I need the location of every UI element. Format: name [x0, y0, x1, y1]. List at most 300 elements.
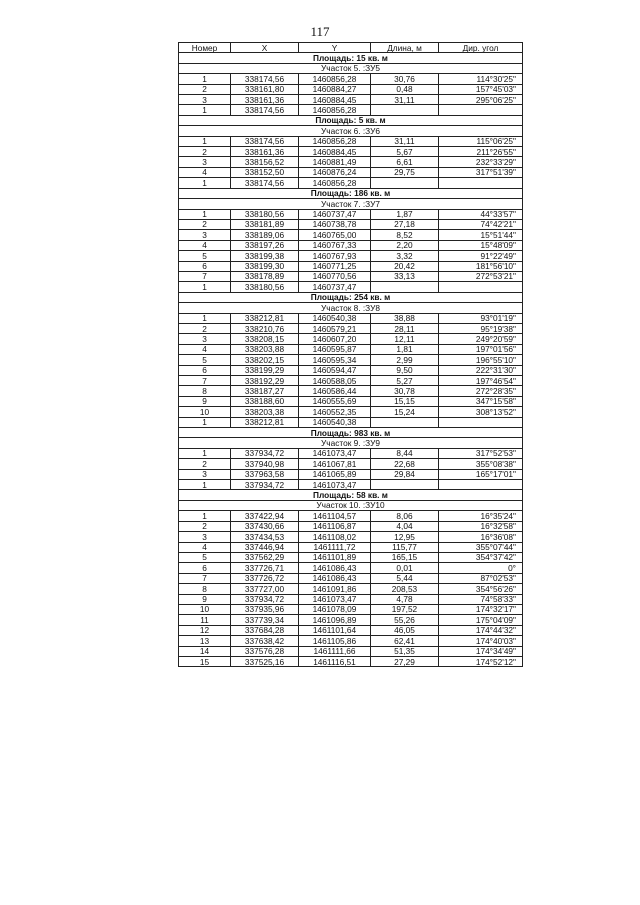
x-coord-cell: 338188,60	[231, 396, 299, 406]
y-coord-cell: 1460607,20	[299, 334, 371, 344]
y-coord-cell: 1460884,27	[299, 84, 371, 94]
x-coord-cell: 338208,15	[231, 334, 299, 344]
table-row	[179, 355, 523, 365]
point-number-cell: 3	[179, 95, 231, 105]
bearing-cell: 355°08'38"	[439, 459, 523, 469]
length-cell: 1,81	[371, 344, 439, 354]
length-cell: 55,26	[371, 615, 439, 625]
point-number-cell: 1	[179, 448, 231, 458]
y-coord-cell: 1461086,43	[299, 563, 371, 573]
length-cell: 38,88	[371, 313, 439, 323]
y-coord-cell: 1461073,47	[299, 594, 371, 604]
bearing-cell: 16°35'24"	[439, 511, 523, 521]
x-coord-cell: 337446,94	[231, 542, 299, 552]
bearing-cell: 16°36'08"	[439, 532, 523, 542]
bearing-cell: 196°55'10"	[439, 355, 523, 365]
point-number-cell: 7	[179, 271, 231, 281]
y-coord-cell: 1460884,45	[299, 95, 371, 105]
point-number-cell: 10	[179, 604, 231, 614]
y-coord-cell: 1461105,86	[299, 636, 371, 646]
table-row	[179, 261, 523, 271]
x-coord-cell: 337739,34	[231, 615, 299, 625]
bearing-cell: 95°19'38"	[439, 323, 523, 333]
table-row	[179, 646, 523, 656]
point-number-cell: 1	[179, 74, 231, 84]
x-coord-cell: 337963,58	[231, 469, 299, 479]
area-row	[179, 428, 523, 438]
table-row	[179, 656, 523, 666]
y-coord-cell: 1460555,69	[299, 396, 371, 406]
length-cell: 1,87	[371, 209, 439, 219]
length-cell: 2,20	[371, 240, 439, 250]
length-cell: 4,78	[371, 594, 439, 604]
point-number-cell: 2	[179, 84, 231, 94]
length-cell: 15,24	[371, 407, 439, 417]
point-number-cell: 9	[179, 396, 231, 406]
x-coord-cell: 338212,81	[231, 417, 299, 427]
point-number-cell: 11	[179, 615, 231, 625]
table-body	[179, 43, 523, 667]
page-number: 117	[310, 24, 330, 39]
x-coord-cell: 337935,96	[231, 604, 299, 614]
parcel-row	[179, 63, 523, 73]
table-row	[179, 604, 523, 614]
y-coord-cell: 1461078,09	[299, 604, 371, 614]
length-cell: 5,27	[371, 376, 439, 386]
length-cell: 5,44	[371, 573, 439, 583]
coordinates-table	[178, 42, 523, 667]
y-coord-cell: 1460856,28	[299, 136, 371, 146]
parcel-label: Участок 10. :ЗУ10	[179, 500, 523, 510]
length-cell: 9,50	[371, 365, 439, 375]
x-coord-cell: 338197,26	[231, 240, 299, 250]
length-cell: 0,01	[371, 563, 439, 573]
bearing-cell: 93°01'19"	[439, 313, 523, 323]
table-row	[179, 615, 523, 625]
y-coord-cell: 1461065,89	[299, 469, 371, 479]
point-number-cell: 2	[179, 219, 231, 229]
bearing-cell: 197°01'56"	[439, 344, 523, 354]
length-cell: 22,68	[371, 459, 439, 469]
y-coord-cell: 1461101,64	[299, 625, 371, 635]
bearing-cell: 211°26'55"	[439, 147, 523, 157]
point-number-cell: 15	[179, 656, 231, 666]
length-cell: 8,52	[371, 230, 439, 240]
x-coord-cell: 338212,81	[231, 313, 299, 323]
point-number-cell: 3	[179, 230, 231, 240]
x-coord-cell: 337726,72	[231, 573, 299, 583]
bearing-cell: 44°33'57"	[439, 209, 523, 219]
bearing-cell: 87°02'53"	[439, 573, 523, 583]
x-coord-cell: 338202,15	[231, 355, 299, 365]
y-coord-cell: 1461111,72	[299, 542, 371, 552]
header-x: X	[231, 43, 299, 53]
bearing-cell: 354°37'42"	[439, 552, 523, 562]
x-coord-cell: 338156,52	[231, 157, 299, 167]
y-coord-cell: 1461067,81	[299, 459, 371, 469]
table-row	[179, 573, 523, 583]
point-number-cell: 12	[179, 625, 231, 635]
table-row	[179, 521, 523, 531]
x-coord-cell: 337430,66	[231, 521, 299, 531]
point-number-cell: 10	[179, 407, 231, 417]
parcel-label: Участок 9. :ЗУ9	[179, 438, 523, 448]
point-number-cell: 8	[179, 386, 231, 396]
parcel-label: Участок 6. :ЗУ6	[179, 126, 523, 136]
table-row	[179, 396, 523, 406]
bearing-cell: 114°30'25"	[439, 74, 523, 84]
table-row	[179, 157, 523, 167]
bearing-cell: 91°22'49"	[439, 251, 523, 261]
point-number-cell: 1	[179, 282, 231, 292]
point-number-cell: 3	[179, 469, 231, 479]
bearing-cell: 317°52'53"	[439, 448, 523, 458]
length-cell	[371, 417, 439, 427]
y-coord-cell: 1460770,56	[299, 271, 371, 281]
y-coord-cell: 1460738,78	[299, 219, 371, 229]
area-label: Площадь: 983 кв. м	[179, 428, 523, 438]
x-coord-cell: 338161,80	[231, 84, 299, 94]
point-number-cell: 1	[179, 136, 231, 146]
y-coord-cell: 1460540,38	[299, 417, 371, 427]
table-row	[179, 407, 523, 417]
table-row	[179, 511, 523, 521]
point-number-cell: 3	[179, 532, 231, 542]
x-coord-cell: 337940,98	[231, 459, 299, 469]
parcel-label: Участок 7. :ЗУ7	[179, 199, 523, 209]
y-coord-cell: 1460588,05	[299, 376, 371, 386]
point-number-cell: 5	[179, 552, 231, 562]
point-number-cell: 5	[179, 355, 231, 365]
point-number-cell: 1	[179, 178, 231, 188]
y-coord-cell: 1460737,47	[299, 209, 371, 219]
y-coord-cell: 1460586,44	[299, 386, 371, 396]
bearing-cell: 74°58'33"	[439, 594, 523, 604]
bearing-cell: 317°51'39"	[439, 167, 523, 177]
table-row	[179, 542, 523, 552]
x-coord-cell: 338187,27	[231, 386, 299, 396]
x-coord-cell: 338174,56	[231, 74, 299, 84]
x-coord-cell: 338181,89	[231, 219, 299, 229]
point-number-cell: 6	[179, 365, 231, 375]
y-coord-cell: 1460765,00	[299, 230, 371, 240]
table-row	[179, 552, 523, 562]
length-cell: 8,06	[371, 511, 439, 521]
table-row	[179, 365, 523, 375]
table-row	[179, 282, 523, 292]
y-coord-cell: 1460595,87	[299, 344, 371, 354]
parcel-row	[179, 438, 523, 448]
y-coord-cell: 1460856,28	[299, 74, 371, 84]
length-cell: 46,05	[371, 625, 439, 635]
x-coord-cell: 338161,36	[231, 95, 299, 105]
y-coord-cell: 1461104,57	[299, 511, 371, 521]
table-row	[179, 563, 523, 573]
length-cell: 165,15	[371, 552, 439, 562]
y-coord-cell: 1460737,47	[299, 282, 371, 292]
table-row	[179, 584, 523, 594]
bearing-cell: 0°	[439, 563, 523, 573]
x-coord-cell: 337576,28	[231, 646, 299, 656]
y-coord-cell: 1461101,89	[299, 552, 371, 562]
bearing-cell	[439, 417, 523, 427]
length-cell: 4,04	[371, 521, 439, 531]
bearing-cell: 272°53'21"	[439, 271, 523, 281]
bearing-cell: 295°06'25"	[439, 95, 523, 105]
point-number-cell: 3	[179, 157, 231, 167]
table-row	[179, 95, 523, 105]
length-cell: 27,18	[371, 219, 439, 229]
y-coord-cell: 1461111,66	[299, 646, 371, 656]
bearing-cell: 174°44'32"	[439, 625, 523, 635]
x-coord-cell: 338180,56	[231, 209, 299, 219]
area-row	[179, 188, 523, 198]
y-coord-cell: 1460884,45	[299, 147, 371, 157]
table-row	[179, 636, 523, 646]
x-coord-cell: 337684,28	[231, 625, 299, 635]
length-cell: 20,42	[371, 261, 439, 271]
point-number-cell: 4	[179, 240, 231, 250]
length-cell: 29,84	[371, 469, 439, 479]
table-row	[179, 271, 523, 281]
y-coord-cell: 1460881,49	[299, 157, 371, 167]
parcel-label: Участок 5. :ЗУ5	[179, 63, 523, 73]
y-coord-cell: 1461106,87	[299, 521, 371, 531]
length-cell: 197,52	[371, 604, 439, 614]
y-coord-cell: 1460771,25	[299, 261, 371, 271]
point-number-cell: 14	[179, 646, 231, 656]
x-coord-cell: 337638,42	[231, 636, 299, 646]
point-number-cell: 1	[179, 209, 231, 219]
point-number-cell: 4	[179, 344, 231, 354]
table-row	[179, 376, 523, 386]
table-row	[179, 251, 523, 261]
parcel-row	[179, 500, 523, 510]
x-coord-cell: 338152,50	[231, 167, 299, 177]
x-coord-cell: 338199,38	[231, 251, 299, 261]
length-cell: 12,95	[371, 532, 439, 542]
point-number-cell: 1	[179, 313, 231, 323]
point-number-cell: 1	[179, 105, 231, 115]
length-cell: 30,76	[371, 74, 439, 84]
bearing-cell: 174°34'49"	[439, 646, 523, 656]
length-cell: 31,11	[371, 95, 439, 105]
table-row	[179, 313, 523, 323]
y-coord-cell: 1460856,28	[299, 178, 371, 188]
header-row	[179, 43, 523, 53]
header-number: Номер	[179, 43, 231, 53]
x-coord-cell: 337422,94	[231, 511, 299, 521]
area-row	[179, 292, 523, 302]
table-row	[179, 230, 523, 240]
x-coord-cell: 338210,76	[231, 323, 299, 333]
table-row	[179, 480, 523, 490]
table-row	[179, 84, 523, 94]
y-coord-cell: 1460856,28	[299, 105, 371, 115]
x-coord-cell: 337434,53	[231, 532, 299, 542]
area-label: Площадь: 5 кв. м	[179, 115, 523, 125]
bearing-cell: 308°13'52"	[439, 407, 523, 417]
bearing-cell: 272°28'35"	[439, 386, 523, 396]
bearing-cell: 15°48'09"	[439, 240, 523, 250]
length-cell: 31,11	[371, 136, 439, 146]
y-coord-cell: 1460767,93	[299, 251, 371, 261]
area-row	[179, 115, 523, 125]
length-cell	[371, 480, 439, 490]
length-cell: 30,78	[371, 386, 439, 396]
x-coord-cell: 338199,30	[231, 261, 299, 271]
area-row	[179, 490, 523, 500]
header-length: Длина, м	[371, 43, 439, 53]
y-coord-cell: 1461116,51	[299, 656, 371, 666]
bearing-cell: 174°32'17"	[439, 604, 523, 614]
length-cell: 115,77	[371, 542, 439, 552]
bearing-cell: 355°07'44"	[439, 542, 523, 552]
bearing-cell	[439, 480, 523, 490]
point-number-cell: 7	[179, 376, 231, 386]
x-coord-cell: 337934,72	[231, 448, 299, 458]
length-cell: 29,75	[371, 167, 439, 177]
length-cell	[371, 105, 439, 115]
bearing-cell: 174°40'03"	[439, 636, 523, 646]
length-cell: 208,53	[371, 584, 439, 594]
x-coord-cell: 338174,56	[231, 178, 299, 188]
table-row	[179, 136, 523, 146]
length-cell: 62,41	[371, 636, 439, 646]
table-row	[179, 74, 523, 84]
y-coord-cell: 1460767,33	[299, 240, 371, 250]
area-label: Площадь: 58 кв. м	[179, 490, 523, 500]
table-row	[179, 334, 523, 344]
y-coord-cell: 1461086,43	[299, 573, 371, 583]
area-label: Площадь: 186 кв. м	[179, 188, 523, 198]
point-number-cell: 7	[179, 573, 231, 583]
table-row	[179, 448, 523, 458]
point-number-cell: 2	[179, 459, 231, 469]
area-label: Площадь: 254 кв. м	[179, 292, 523, 302]
area-row	[179, 53, 523, 63]
bearing-cell	[439, 105, 523, 115]
y-coord-cell: 1460876,24	[299, 167, 371, 177]
x-coord-cell: 337934,72	[231, 594, 299, 604]
x-coord-cell: 337727,00	[231, 584, 299, 594]
bearing-cell: 15°51'44"	[439, 230, 523, 240]
length-cell: 15,15	[371, 396, 439, 406]
parcel-row	[179, 199, 523, 209]
table-row	[179, 219, 523, 229]
table-row	[179, 532, 523, 542]
parcel-row	[179, 126, 523, 136]
bearing-cell	[439, 178, 523, 188]
table-row	[179, 240, 523, 250]
x-coord-cell: 338161,36	[231, 147, 299, 157]
y-coord-cell: 1461108,02	[299, 532, 371, 542]
x-coord-cell: 337562,29	[231, 552, 299, 562]
bearing-cell: 249°20'59"	[439, 334, 523, 344]
y-coord-cell: 1460540,38	[299, 313, 371, 323]
bearing-cell: 232°33'29"	[439, 157, 523, 167]
point-number-cell: 1	[179, 511, 231, 521]
table-row	[179, 323, 523, 333]
length-cell: 8,44	[371, 448, 439, 458]
header-bearing: Дир. угол	[439, 43, 523, 53]
point-number-cell: 13	[179, 636, 231, 646]
length-cell: 28,11	[371, 323, 439, 333]
area-label: Площадь: 15 кв. м	[179, 53, 523, 63]
length-cell: 12,11	[371, 334, 439, 344]
bearing-cell: 174°52'12"	[439, 656, 523, 666]
y-coord-cell: 1460594,47	[299, 365, 371, 375]
length-cell: 2,99	[371, 355, 439, 365]
x-coord-cell: 337934,72	[231, 480, 299, 490]
length-cell: 6,61	[371, 157, 439, 167]
table-row	[179, 625, 523, 635]
y-coord-cell: 1461073,47	[299, 480, 371, 490]
x-coord-cell: 338192,29	[231, 376, 299, 386]
point-number-cell: 2	[179, 147, 231, 157]
length-cell	[371, 178, 439, 188]
y-coord-cell: 1461073,47	[299, 448, 371, 458]
length-cell: 51,35	[371, 646, 439, 656]
bearing-cell: 354°56'26"	[439, 584, 523, 594]
point-number-cell: 2	[179, 521, 231, 531]
point-number-cell: 2	[179, 323, 231, 333]
bearing-cell: 165°17'01"	[439, 469, 523, 479]
point-number-cell: 4	[179, 167, 231, 177]
table-row	[179, 105, 523, 115]
parcel-row	[179, 303, 523, 313]
length-cell: 5,67	[371, 147, 439, 157]
y-coord-cell: 1460579,21	[299, 323, 371, 333]
x-coord-cell: 338189,06	[231, 230, 299, 240]
x-coord-cell: 338203,88	[231, 344, 299, 354]
point-number-cell: 1	[179, 480, 231, 490]
length-cell: 27,29	[371, 656, 439, 666]
point-number-cell: 6	[179, 563, 231, 573]
table-row	[179, 147, 523, 157]
x-coord-cell: 338199,29	[231, 365, 299, 375]
table-row	[179, 594, 523, 604]
point-number-cell: 4	[179, 542, 231, 552]
bearing-cell: 74°42'21"	[439, 219, 523, 229]
table-row	[179, 178, 523, 188]
table-row	[179, 417, 523, 427]
y-coord-cell: 1461096,89	[299, 615, 371, 625]
bearing-cell: 181°56'10"	[439, 261, 523, 271]
header-y: Y	[299, 43, 371, 53]
point-number-cell: 3	[179, 334, 231, 344]
table-row	[179, 469, 523, 479]
bearing-cell: 197°46'54"	[439, 376, 523, 386]
y-coord-cell: 1461091,86	[299, 584, 371, 594]
point-number-cell: 9	[179, 594, 231, 604]
x-coord-cell: 338180,56	[231, 282, 299, 292]
point-number-cell: 8	[179, 584, 231, 594]
bearing-cell: 115°06'25"	[439, 136, 523, 146]
length-cell	[371, 282, 439, 292]
point-number-cell: 1	[179, 417, 231, 427]
bearing-cell: 175°04'09"	[439, 615, 523, 625]
table-row	[179, 209, 523, 219]
x-coord-cell: 338178,89	[231, 271, 299, 281]
bearing-cell: 347°15'58"	[439, 396, 523, 406]
table-row	[179, 344, 523, 354]
bearing-cell: 222°31'30"	[439, 365, 523, 375]
x-coord-cell: 337525,16	[231, 656, 299, 666]
parcel-label: Участок 8. :ЗУ8	[179, 303, 523, 313]
table-row	[179, 459, 523, 469]
x-coord-cell: 338174,56	[231, 136, 299, 146]
